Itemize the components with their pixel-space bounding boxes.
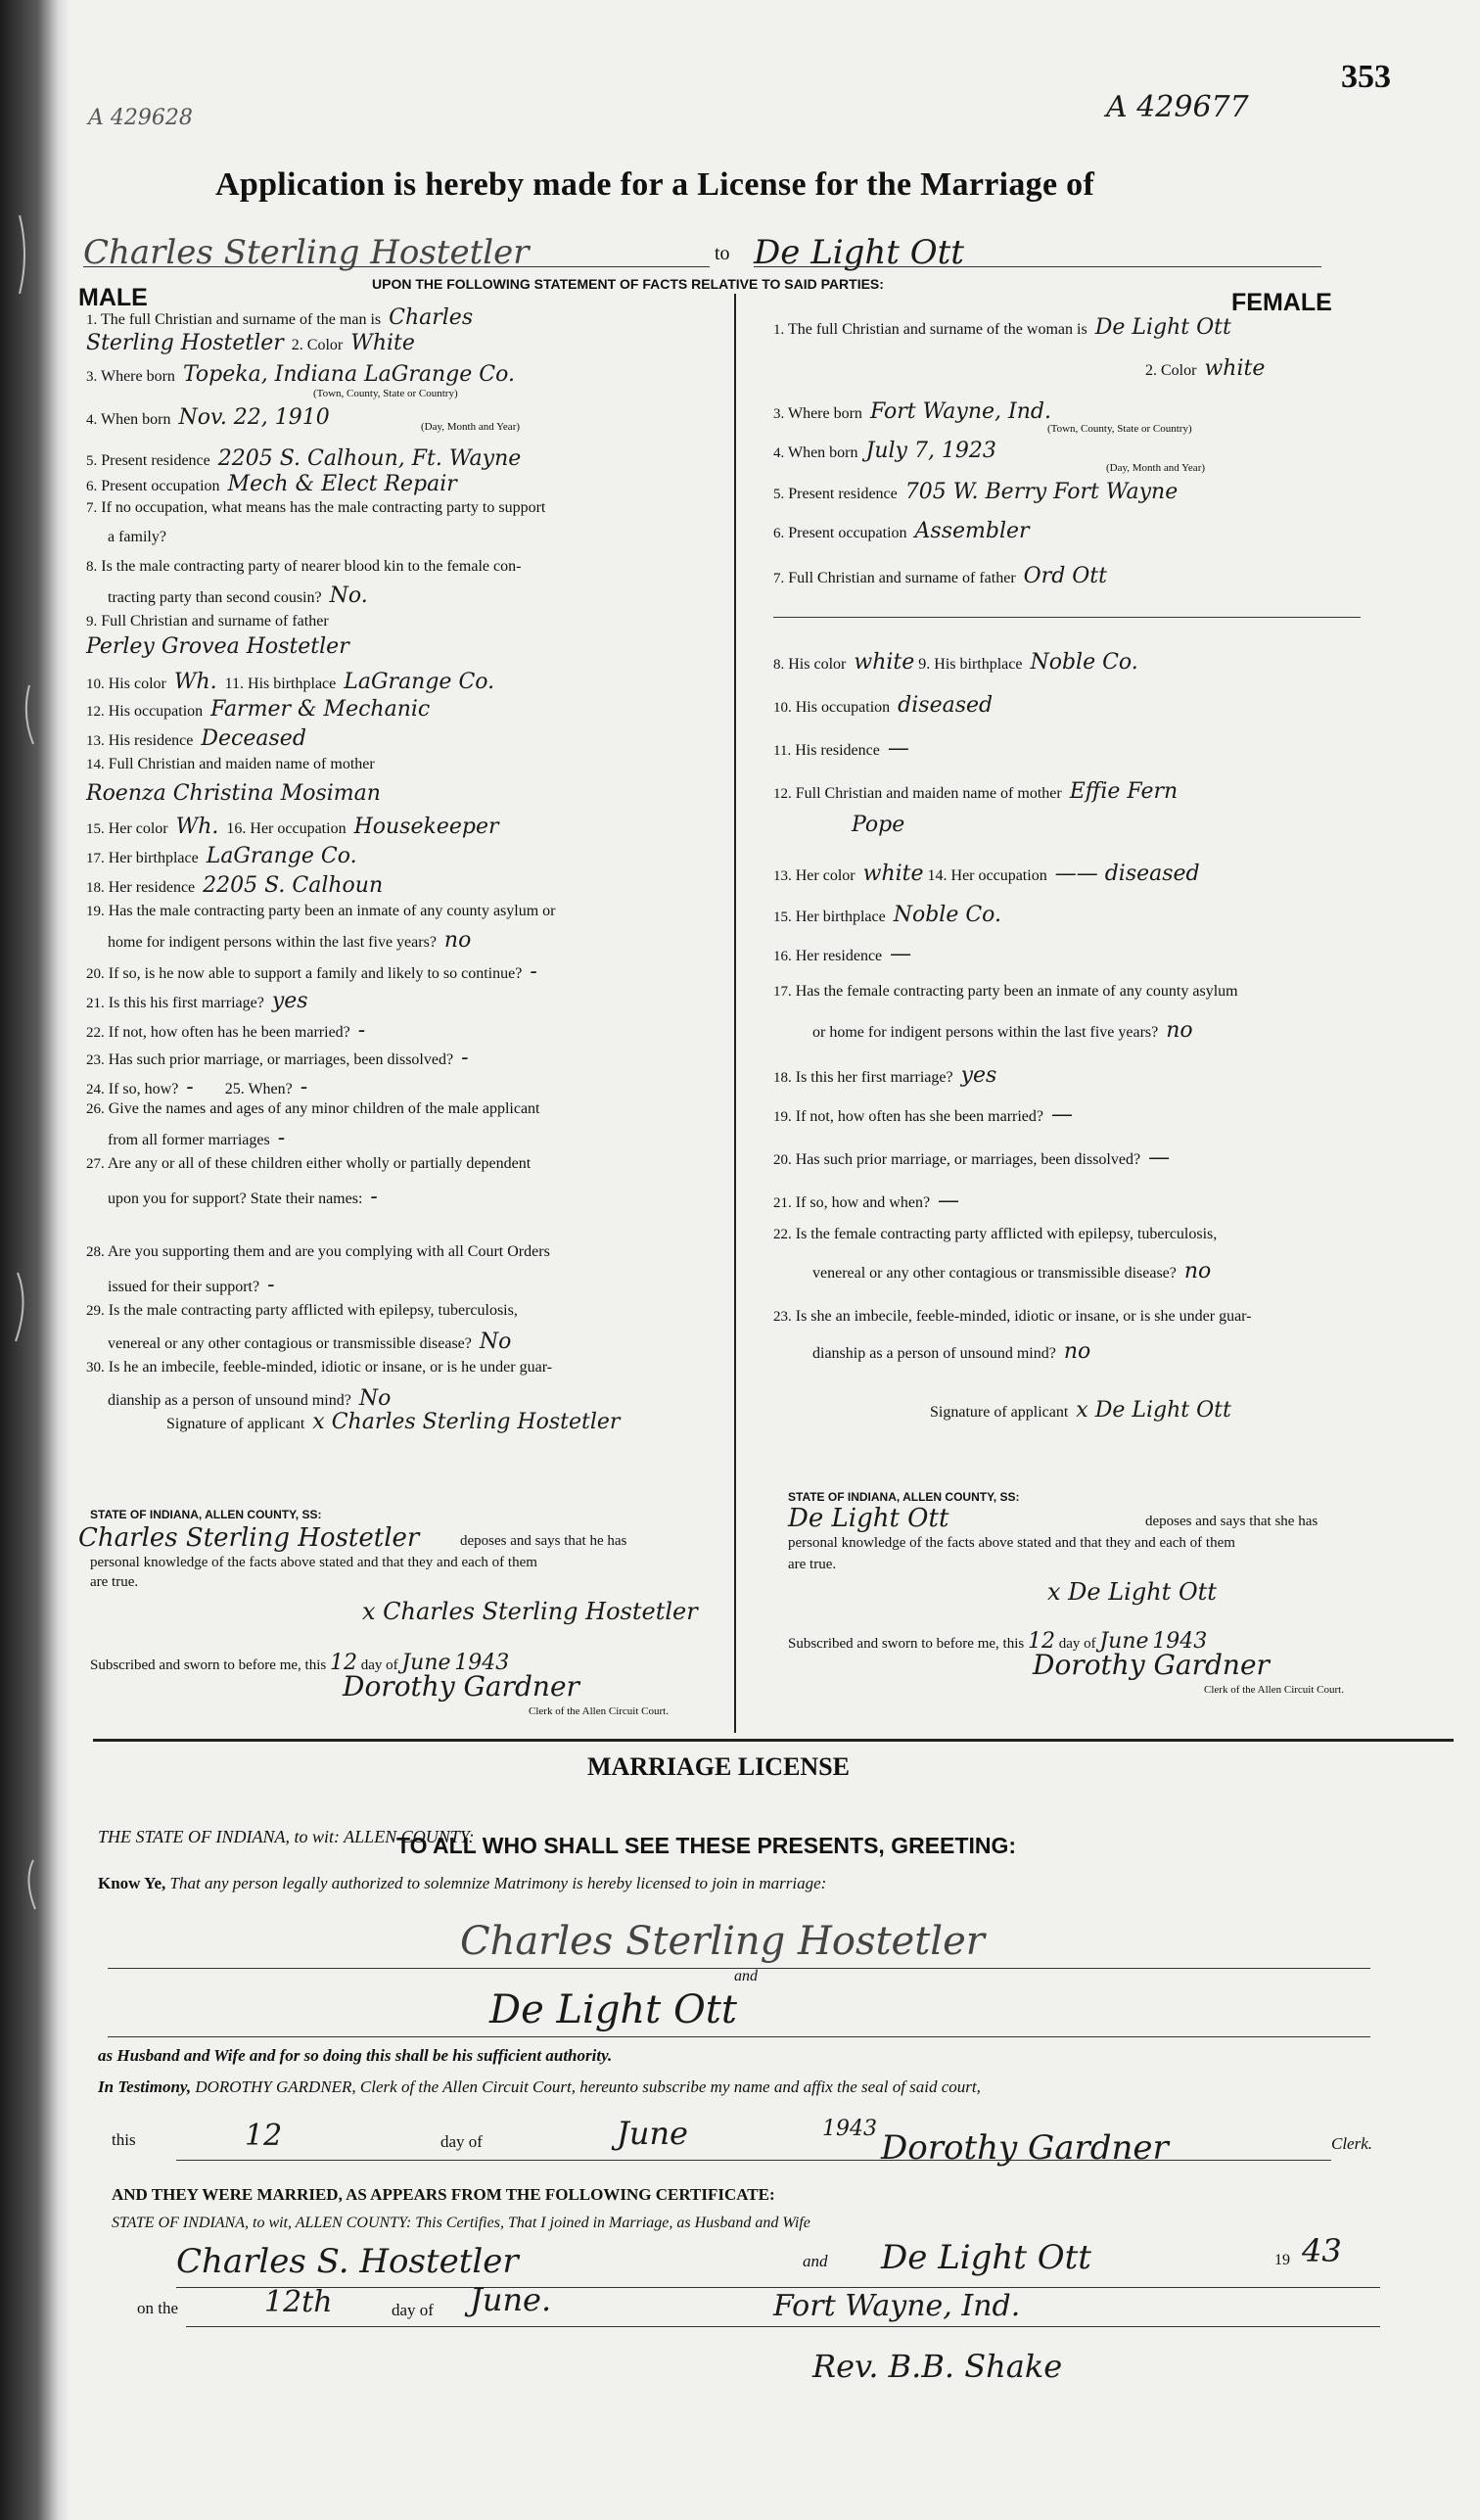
male-q18-value: 2205 S. Calhoun <box>203 873 384 898</box>
male-q17-label: Her birthplace <box>108 850 199 866</box>
male-q10-label: His color <box>108 676 166 692</box>
female-q21-value: — <box>938 1189 960 1213</box>
male-q1-value2: Sterling Hostetler <box>86 331 284 355</box>
female-q15-label: Her birthplace <box>795 909 886 925</box>
license-bride: De Light Ott <box>489 1987 737 2032</box>
female-q8-label: His color <box>788 656 847 673</box>
male-q3-value: Topeka, Indiana LaGrange Co. <box>182 362 515 387</box>
male-q22-label: If not, how often has he been married? <box>108 1024 350 1041</box>
female-q4-label: When born <box>787 444 858 461</box>
female-q1-value: De Light Ott <box>1094 315 1231 340</box>
male-q14-label: Full Christian and maiden name of mother <box>108 756 375 772</box>
license-state-line: THE STATE OF INDIANA, to wit: ALLEN COUNTY: <box>98 1827 475 1846</box>
male-q29-label2: venereal or any other contagious or transmissible disease? <box>108 1335 472 1352</box>
license-greeting: TO ALL WHO SHALL SEE THESE PRESENTS, GREETING: <box>396 1833 1016 1858</box>
female-q23-label2: dianship as a person of unsound mind? <box>812 1345 1056 1362</box>
groom-name-header: Charles Sterling Hostetler <box>83 233 530 272</box>
male-q23-label: Has such prior marriage, or marriages, been dissolved? <box>108 1051 454 1068</box>
female-q17-label2: or home for indigent persons within the last five years? <box>812 1024 1159 1041</box>
subtitle: UPON THE FOLLOWING STATEMENT OF FACTS RELATIVE TO SAID PARTIES: <box>372 276 884 292</box>
female-q22-label: Is the female contracting party afflicted with epilepsy, tuberculosis, <box>795 1226 1218 1242</box>
male-q10-value: Wh. <box>173 670 217 694</box>
male-q29-value: No <box>479 1330 512 1354</box>
female-affidavit-signature: x De Light Ott <box>1047 1578 1217 1606</box>
female-q23-label: Is she an imbecile, feeble-minded, idiotic or insane, or is she under guar- <box>795 1308 1252 1325</box>
license-clerk-signature: Dorothy Gardner <box>881 2128 1169 2168</box>
license-this: this <box>112 2130 136 2149</box>
male-q19-label2: home for indigent persons within the last five years? <box>108 934 437 951</box>
male-affidavit-day-of: day of <box>360 1657 398 1673</box>
female-q22-value: no <box>1183 1259 1212 1283</box>
female-q2-label: 2. Color <box>1145 362 1197 379</box>
female-q14-label: 14. Her occupation <box>927 867 1047 884</box>
license-clerk-label: Clerk. <box>1331 2134 1373 2153</box>
female-q7-label: Full Christian and surname of father <box>788 570 1016 586</box>
page-number: 353 <box>1341 59 1391 95</box>
male-signature-label: Signature of applicant <box>166 1416 305 1432</box>
male-q4-caption: (Day, Month and Year) <box>421 421 521 433</box>
male-q25-label: 25. When? <box>224 1081 293 1097</box>
female-signature-label: Signature of applicant <box>930 1404 1069 1421</box>
female-q3-caption: (Town, County, State or Country) <box>1047 423 1192 435</box>
male-q28-label2: issued for their support? <box>108 1279 260 1295</box>
license-officiant-signature: Rev. B.B. Shake <box>812 2348 1063 2385</box>
female-q13-label: Her color <box>795 867 856 884</box>
male-q27-label2: upon you for support? State their names: <box>108 1190 363 1207</box>
female-q20-label: Has such prior marriage, or marriages, been dissolved? <box>795 1151 1141 1168</box>
male-q18-label: Her residence <box>108 879 196 896</box>
male-q7-label: If no occupation, what means has the male contracting party to support <box>101 499 546 516</box>
female-affidavit-state: STATE OF INDIANA, ALLEN COUNTY, SS: <box>788 1490 1020 1504</box>
female-affidavit-clerk-signature: Dorothy Gardner <box>1033 1649 1270 1681</box>
female-q1-label: The full Christian and surname of the woman is <box>787 321 1087 338</box>
license-cert-year: 43 <box>1302 2232 1342 2269</box>
female-q3-value: Fort Wayne, Ind. <box>869 399 1051 424</box>
male-q20-value: - <box>530 959 537 984</box>
female-q8-value: white <box>854 650 915 675</box>
female-q14-value: —— diseased <box>1054 862 1200 886</box>
female-affidavit-deposes: deposes and says that she has <box>1145 1514 1318 1529</box>
female-affidavit-day: 12 <box>1027 1629 1055 1654</box>
female-heading: FEMALE <box>1231 289 1332 316</box>
female-q17-label: Has the female contracting party been an inmate of any county asylum <box>795 983 1238 1000</box>
male-q9-value: Perley Grovea Hostetler <box>86 634 349 659</box>
female-q18-label: Is this her first marriage? <box>795 1069 953 1086</box>
male-signature: x Charles Sterling Hostetler <box>312 1410 621 1434</box>
female-affidavit-month: June <box>1099 1629 1149 1654</box>
female-q22-label2: venereal or any other contagious or transmissible disease? <box>812 1265 1177 1282</box>
male-q14-value: Roenza Christina Mosiman <box>86 781 381 806</box>
male-q6-label: Present occupation <box>101 478 220 494</box>
female-signature: x De Light Ott <box>1076 1398 1231 1423</box>
license-cert-and: and <box>803 2252 828 2270</box>
license-cert-bride: De Light Ott <box>881 2238 1091 2277</box>
female-q12-value2: Pope <box>852 813 905 837</box>
male-q30-label2: dianship as a person of unsound mind? <box>108 1392 351 1409</box>
male-q28-value: - <box>267 1273 275 1297</box>
male-affidavit-month: June <box>401 1651 451 1675</box>
license-authority: as Husband and Wife and for so doing this shall be his sufficient authority. <box>98 2046 613 2065</box>
male-q1-value: Charles <box>389 305 474 330</box>
male-q23-value: - <box>461 1046 469 1070</box>
female-q6-value: Assembler <box>914 519 1030 543</box>
female-q18-value: yes <box>960 1063 997 1088</box>
license-know-ye: Know Ye, <box>98 1874 166 1892</box>
male-q27-value: - <box>370 1185 378 1209</box>
female-q17-value: no <box>1166 1018 1193 1043</box>
female-q23-value: no <box>1063 1339 1091 1364</box>
male-q8-value: No. <box>329 583 368 608</box>
female-q9-label: 9. His birthplace <box>918 656 1023 673</box>
male-q21-label: Is this his first marriage? <box>108 995 264 1011</box>
register-page: A 429628 A 429677 353 Application is hereby made for a License for the Marriage of Charles Sterling Hostetler to De Light Ott UPON THE FOLLOWING STATEMENT OF FACTS RELATIVE TO SAID PARTIES: MALE FEMALE 1. The full Christian and surname of the man is Charles Sterling Hostetler 2. Color White 3. Where born Topeka, Indiana LaGrange Co. (Town, County, State or Country) 4. When born Nov. 22, 1910 (Day, Month and Year) 5. Present residence 2205 S. Calhoun, Ft. Wayne 6. Present occupation Mech & Elect Repair 7. If no occupation, what means has the male contracting party to support a family? 8. Is the male contracting party of nearer blood kin to the female con- tracting party than second cousin? No. 9. Full Christian and surname of father Perley Grovea Hostetler 10. His color Wh. 11. His birthplace LaGrange Co. 12. His occupation Farmer & Mechanic 13. His residence Deceased 14. Full Christian and maiden name of mother Roenza Christina Mosiman 15. Her color Wh. 16. Her occupation Housekeeper 17. Her birthplace LaGrange Co. 18. Her residence 2205 S. Calhoun 19. Has the male contracting party been an inmate of any county asylum or home for indigent persons within the last five years? no 20. If so, is he now able to support a family and likely to so continue? - 21. Is this his first marriage? yes 22. If not, how often has he been married? - 23. Has such prior marriage, or marriages, been dissolved? - 24. If so, how? - 25. When? - 26. Give the names and ages of any minor children of the male applicant from all former marriages - 27. Are any or all of these children either wholly or partially dependent upon you for support? State their names: - 28. Are you supporting them and are you complying with all Court Orders issued for their support? - 29. Is the male contracting party afflicted with epilepsy, tuberculosis, venereal or any other contagious or transmissible disease? No 30. Is he an imbecile, feeble-minded, idiotic or insane, or is he under guar- dianship as a person of unsound mind? No Signature of applicant x Charles Sterling Hostetler 1. The full Christian and surname of the woman is De Light Ott 2. Color white 3. Where born Fort Wayne, Ind. (Town, County, State or Country) 4. When born July 7, 1923 (Day, Month and Year) 5. Present residence 705 W. Berry Fort Wayne 6. Present occupation Assembler 7. Full Christian and surname of father Ord Ott 8. His color white 9. His birthplace Noble Co. 10. His occupation diseased 11. His residence — 12. Full Christian and maiden name of mother Effie Fern Pope 13. Her color white 14. Her occupation —— diseased 15. Her birthplace Noble Co. 16. Her residence — 17. Has the female contracting party been an inmate of any county asylum or home for indigent persons within the last five years? no 18. Is this her first marriage? yes 19. If not, how often has she been married? — 20. Has such prior marriage, or marriages, been dissolved? — 21. If so, how and when? — 22. Is the female contracting party afflicted with epilepsy, tuberculosis, venereal or any other contagious or transmissible disease? no 23. Is she an imbecile, feeble-minded, idiotic or insane, or is she under guar- dianship as a person of unsound mind? no Signature of applicant x De Light Ott STATE OF INDIANA, ALLEN COUNTY, SS: Charles Sterling Hostetler deposes and says that he has personal knowledge of the facts above stated and that they and each of them are true. x Charles Sterling Hostetler Subscribed and sworn to before me, this 12 day of June 1943 Dorothy Gardner Clerk of the Allen Circuit Court. STATE OF INDIANA, ALLEN COUNTY, SS: De Light Ott deposes and says that she has personal knowledge of the facts above stated and that they and each of them are true. x De Light Ott Subscribed and sworn to before me, this 12 day of June 1943 Dorothy Gardner Clerk of the Allen Circuit Court. MARRIAGE LICENSE THE STATE OF INDIANA, to wit: ALLEN COUNTY: TO ALL WHO SHALL SEE THESE PRESENTS, GREETING: Know Ye, That any person legally authorized to solemnize Matrimony is hereby licensed to join in marriage: Charles Sterling Hostetler and De Light Ott as Husband and Wife and for so doing this shall be his sufficient authority. In Testimony, DOROTHY GARDNER, Clerk of the Allen Circuit Court, hereunto subscribe my name and affix the seal of said court, this 12 day of June 1943 Dorothy Gardner Clerk. AND THEY WERE MARRIED, AS APPEARS FROM THE FOLLOWING CERTIFICATE: STATE OF INDIANA, to wit, ALLEN COUNTY: This Certifies, That I joined in Marriage, as Husband and Wife Charles S. Hostetler and De Light Ott 19 43 on the 12th day of June. Fort Wayne, Ind. Rev. B.B. Shake <box>69 0 1480 2520</box>
female-q5-label: Present residence <box>788 486 898 502</box>
male-q11-value: LaGrange Co. <box>344 670 495 694</box>
record-number-right: A 429677 <box>1106 90 1249 124</box>
female-q11-label: His residence <box>795 742 880 759</box>
male-q17-value: LaGrange Co. <box>206 844 357 868</box>
female-q4-value: July 7, 1923 <box>865 439 996 463</box>
section-separator <box>93 1739 1454 1742</box>
female-q16-value: — <box>890 942 912 966</box>
license-testimony-bold: In Testimony, <box>98 2077 192 2096</box>
female-q12-value: Effie Fern <box>1069 779 1179 804</box>
male-q16-label: 16. Her occupation <box>226 820 347 837</box>
male-q4-label: When born <box>100 411 171 428</box>
page-title: Application is hereby made for a License for the Marriage of <box>215 166 1095 203</box>
male-affidavit-state: STATE OF INDIANA, ALLEN COUNTY, SS: <box>90 1508 322 1521</box>
female-q19-value: — <box>1051 1102 1073 1127</box>
male-q2-value: White <box>350 331 415 355</box>
male-q3-label: Where born <box>100 368 175 385</box>
male-q21-value: yes <box>271 989 308 1013</box>
male-q13-value: Deceased <box>201 726 306 751</box>
license-cert-groom: Charles S. Hostetler <box>176 2242 519 2281</box>
female-q16-label: Her residence <box>795 948 883 964</box>
male-q15-label: Her color <box>108 820 168 837</box>
female-q19-label: If not, how often has she been married? <box>795 1108 1043 1125</box>
female-q10-value: diseased <box>898 693 994 718</box>
female-q10-label: His occupation <box>795 699 891 716</box>
female-q13-value: white <box>862 862 924 886</box>
license-cert-month: June. <box>470 2281 552 2318</box>
license-testimony-line <box>98 2077 981 2097</box>
license-place: Fort Wayne, Ind. <box>773 2289 1021 2323</box>
female-q9-value: Noble Co. <box>1030 650 1138 675</box>
male-affidavit-deposes: deposes and says that he has <box>460 1533 627 1549</box>
male-q26-value: - <box>277 1126 286 1150</box>
male-q30-label: Is he an imbecile, feeble-minded, idiotic or insane, or is he under guar- <box>108 1359 553 1376</box>
license-groom: Charles Sterling Hostetler <box>460 1919 985 1964</box>
female-q20-value: — <box>1148 1145 1171 1170</box>
male-affidavit-text3: are true. <box>90 1574 139 1590</box>
male-q8-label2: tracting party than second cousin? <box>108 589 322 606</box>
female-q12-label: Full Christian and maiden name of mother <box>795 785 1062 802</box>
male-q12-value: Farmer & Mechanic <box>210 697 431 722</box>
male-q11-label: 11. His birthplace <box>224 676 337 692</box>
license-cert-line: STATE OF INDIANA, to wit, ALLEN COUNTY: This Certifies, That I joined in Marriage, as Husband and Wife <box>112 2215 810 2231</box>
license-on-the: on the <box>137 2299 179 2317</box>
male-q28-label: Are you supporting them and are you complying with all Court Orders <box>107 1243 550 1260</box>
female-affidavit-year: 1943 <box>1152 1629 1208 1654</box>
male-q3-caption: (Town, County, State or Country) <box>313 388 458 399</box>
license-title: MARRIAGE LICENSE <box>587 1752 850 1781</box>
bride-name-header: De Light Ott <box>754 233 964 272</box>
male-q5-label: Present residence <box>101 452 210 469</box>
female-q15-value: Noble Co. <box>893 903 1002 927</box>
male-affidavit-year: 1943 <box>454 1651 510 1675</box>
male-q22-value: - <box>357 1018 366 1043</box>
male-q6-value: Mech & Elect Repair <box>227 472 457 496</box>
male-q26-label: Give the names and ages of any minor children of the male applicant <box>108 1100 540 1117</box>
license-cert-day-of: day of <box>392 2301 434 2319</box>
male-q5-value: 2205 S. Calhoun, Ft. Wayne <box>217 446 522 471</box>
license-day: 12 <box>245 2119 283 2153</box>
male-q4-value: Nov. 22, 1910 <box>178 405 330 430</box>
license-know-text: That any person legally authorized to solemnize Matrimony is hereby licensed to join in marriage: <box>169 1874 827 1892</box>
male-q13-label: His residence <box>108 732 194 749</box>
male-affidavit-clerk-caption: Clerk of the Allen Circuit Court. <box>529 1705 669 1717</box>
male-q1-label: The full Christian and surname of the man is <box>100 311 382 328</box>
male-q27-label: Are any or all of these children either wholly or partially dependent <box>107 1155 532 1172</box>
license-month: June <box>617 2115 688 2152</box>
license-year: 1943 <box>822 2117 877 2141</box>
male-q9-label: Full Christian and surname of father <box>101 613 329 630</box>
male-q7-label2: a family? <box>108 529 166 545</box>
male-q26-label2: from all former marriages <box>108 1132 270 1148</box>
male-q24-value: - <box>186 1075 194 1099</box>
male-q8-label: Is the male contracting party of nearer blood kin to the female con- <box>101 558 522 575</box>
female-q11-value: — <box>887 736 909 761</box>
male-q20-label: If so, is he now able to support a family and likely to so continue? <box>108 965 523 982</box>
female-q5-value: 705 W. Berry Fort Wayne <box>904 480 1179 504</box>
female-q4-caption: (Day, Month and Year) <box>1106 462 1206 474</box>
male-heading: MALE <box>78 284 148 311</box>
license-and: and <box>734 1968 758 1984</box>
record-number-left: A 429628 <box>88 106 193 130</box>
female-q7-value: Ord Ott <box>1023 564 1107 588</box>
male-q2-label: 2. Color <box>291 337 344 353</box>
adjacent-page-edge <box>0 0 69 2520</box>
male-affidavit-signature: x Charles Sterling Hostetler <box>362 1598 698 1625</box>
male-affidavit-text2: personal knowledge of the facts above stated and that they and each of them <box>90 1555 537 1570</box>
male-affidavit-day: 12 <box>329 1651 357 1675</box>
male-q30-value: No <box>358 1386 392 1411</box>
male-q24-label: If so, how? <box>108 1081 179 1097</box>
column-divider <box>734 294 736 1733</box>
license-cert-year-prefix: 19 <box>1274 2252 1290 2268</box>
male-q19-label: Has the male contracting party been an inmate of any county asylum or <box>108 903 556 919</box>
male-affidavit-sworn: Subscribed and sworn to before me, this <box>90 1657 327 1673</box>
female-q6-label: Present occupation <box>788 525 907 541</box>
female-affidavit-sworn: Subscribed and sworn to before me, this <box>788 1636 1025 1652</box>
male-q16-value: Housekeeper <box>353 815 499 839</box>
female-affidavit-text2: personal knowledge of the facts above stated and that they and each of them <box>788 1535 1235 1551</box>
male-q15-value: Wh. <box>175 815 219 839</box>
female-affidavit-clerk-caption: Clerk of the Allen Circuit Court. <box>1204 1684 1344 1696</box>
female-affidavit-day-of: day of <box>1058 1636 1096 1652</box>
license-testimony-text: DOROTHY GARDNER, Clerk of the Allen Circuit Court, hereunto subscribe my name and affix the seal of said court, <box>195 2077 981 2096</box>
male-q25-value: - <box>300 1075 308 1099</box>
license-know-line <box>98 1874 826 1893</box>
to-label: to <box>715 243 730 264</box>
female-affidavit-text3: are true. <box>788 1557 837 1572</box>
male-affidavit-name: Charles Sterling Hostetler <box>78 1523 420 1553</box>
license-certificate: AND THEY WERE MARRIED, AS APPEARS FROM THE FOLLOWING CERTIFICATE: <box>112 2185 775 2204</box>
license-cert-day: 12th <box>264 2285 333 2319</box>
license-day-of: day of <box>440 2132 483 2151</box>
female-q3-label: Where born <box>787 405 862 422</box>
female-q21-label: If so, how and when? <box>795 1194 931 1211</box>
female-affidavit-name: De Light Ott <box>788 1504 949 1533</box>
male-q12-label: His occupation <box>108 703 204 720</box>
male-q19-value: no <box>443 928 472 953</box>
male-q29-label: Is the male contracting party afflicted with epilepsy, tuberculosis, <box>108 1302 518 1319</box>
male-affidavit-clerk-signature: Dorothy Gardner <box>343 1670 579 1703</box>
female-q2-value: white <box>1204 356 1266 381</box>
